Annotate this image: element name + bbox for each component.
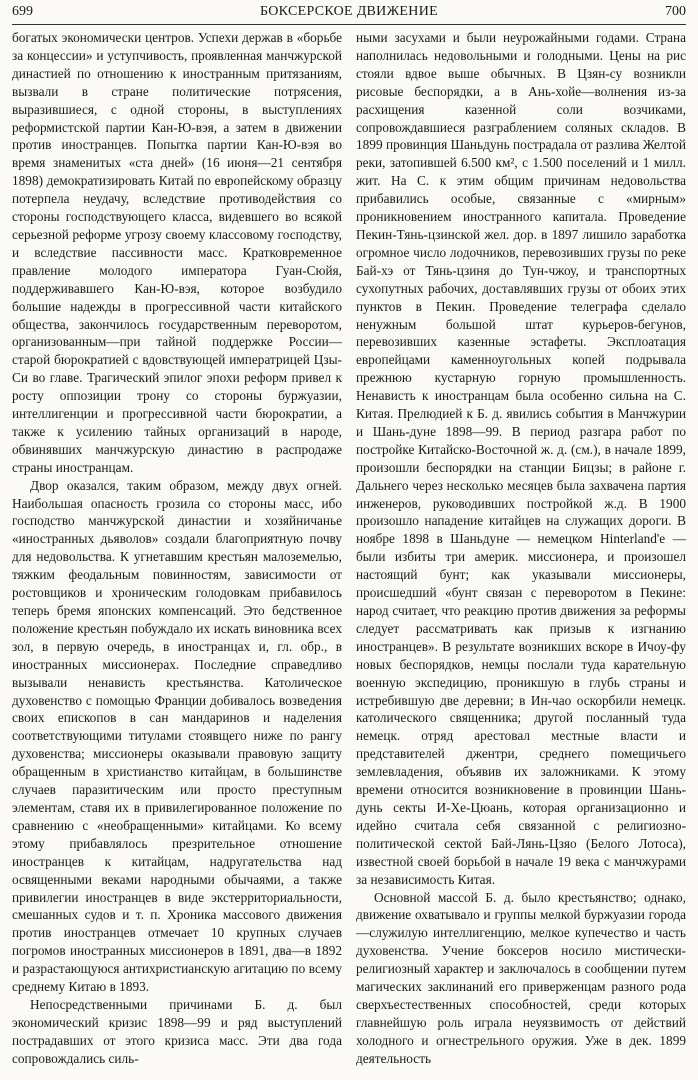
- right-column: [356, 29, 686, 1068]
- page-header: [12, 4, 686, 25]
- paragraph: Непосредственными причинами Б. д. был экономический кризис 1898—99 и ряд выступлений пострадавших от этого кризиса масс. Эти два года сопровождались силь-: [12, 996, 342, 1066]
- left-page-number: 699: [12, 4, 33, 19]
- paragraph: ными засухами и были неурожайными годами. Страна наполнилась недовольными и голодными. Цены на рис стояли вдвое выше обычных. В Цзян-су возникли рисовые беспорядки, а в Ань-хойе—волнения из-за расхищения казенной соли возчиками, сопровождавшиеся разграблением соляных складов. В 1899 провинция Шаньдунь пострадала от разлива Желтой реки, затопившей 6.500 км², с 1.500 поселений и 1 милл. жит. На С. к этим общим причинам недовольства прибавились особые, связанные с «мирным» проникновением иностранного капитала. Проведение Пекин-Тянь-цзинской жел. дор. в 1897 лишило заработка огромное число лодочников, перевозивших грузы по реке Бай-хэ от Тянь-цзиня до Тун-чжоу, и транспортных сухопутных рабочих, доставлявших грузы от обоих этих пунктов в Пекин. Проведение телеграфа сделало ненужным большой штат курьеров-бегунов, перевозивших казенные эстафеты. Эксплоатация европейцами каменноугольных копей подрывала прежнюю кустарную горную промышленность. Ненависть к иностранцам была особенно сильна на С. Китая. Прелюдией к Б. д. явились события в Манчжурии и Шань-дуне 1898—99. В период разгара работ по постройке Китайско-Восточной ж. д. (см.), в начале 1899, произошли беспорядки на станции Бицзы; в районе г. Дальнего через несколько месяцев была захвачена партия инженеров, руководивших постройкой ж.д. В 1900 произошло нападение китайцев на служащих дороги. В ноябре 1898 в Шаньдуне — немецком Hinterland'е — были избиты три америк. миссионера, и произошел настоящий бунт; как указывали миссионеры, происшедший «бунт связан с переворотом в Пекине: народ считает, что реакцию против движения за реформы следует рассматривать как призыв к изгнанию иностранцев». В результате возникших вскоре в Ичоу-фу новых беспорядков, немцы послали туда карательную военную экспедицию, проникшую в глубь страны и истребившую две деревни; в Ин-чао оскорбили немецк. католического священника; другой посланный туда немецк. отряд арестовал местные власти и представителей джентри, среднего помещичьего землевладения, объявив их заложниками. К этому времени относится возникновение в провинции Шань-дунь секты И-Хе-Цюань, которая организационно и идейно считала себя связанной с религиозно-политической сектой Бай-Лянь-Цзяо (Белого Лотоса), известной своей борьбой в начале 19 века с манчжурами за независимость Китая.: [356, 30, 686, 887]
- running-title: БОКСЕРСКОЕ ДВИЖЕНИЕ: [260, 4, 438, 19]
- right-page-number: 700: [665, 4, 686, 19]
- left-column: [12, 29, 342, 1068]
- text-columns: [12, 29, 686, 1068]
- paragraph: Двор оказался, таким образом, между двух огней. Наибольшая опасность грозила со стороны масс, ибо господство манчжурской династии и хозяйничанье «иностранных дьяволов» создали благоприятную почву для недовольства. К угнетавшим крестьян малоземелью, тяжким феодальным повинностям, зависимости от ростовщиков и хроническим голодовкам прибавилось теперь бремя японских компенсаций. Это бедственное положение крестьян побуждало их искать виновника всех зол, в первую очередь, в иностранцах и, гл. обр., в иностранных миссионерах. Последние справедливо вызывали ненависть крестьянства. Католическое духовенство с помощью Франции добивалось возведения своих епископов в сан мандаринов и наделения соответствующими титулами стоявщего ниже по рангу духовенства; миссионеры оказывали правовую защиту обращенным в христианство китайцам, в большинстве случаев паразитическим или просто преступным элементам, ставя их в привилегированное положение по сравнению с «необращенными» китайцами. Ко всему этому прибавлялось презрительное отношение иностранцев к китайцам, надругательства над освященными веками народными обычаями, а также привилегии иностранцев в виде экстерриториальности, смешанных судов и т. п. Хроника массового движения против иностранцев отмечает 10 крупных случаев погромов иностранных миссионеров в 1891, два—в 1892 и разрастающуюся антихристианскую агитацию по всему среднему Китаю в 1893.: [12, 477, 342, 995]
- paragraph: Основной массой Б. д. было крестьянство; однако, движение охватывало и группы мелкой буржуазии города—служилую интеллигенцию, мелкое купечество и часть духовенства. Учение боксеров носило мистически-религиозный характер и заключалось в сообщении путем магических заклинаний его приверженцам разного рода сверхъестественных способностей, среди которых главнейшую роль играла неуязвимость от действий холодного и огнестрельного оружия. Уже в дек. 1899 деятельность: [356, 889, 686, 1066]
- paragraph: богатых экономически центров. Успехи держав в «борьбе за концессии» и уступчивость, проявленная манчжурской династией по отношению к иностранным притязаниям, вызвали в стране политические потрясения, выразившиеся, с одной стороны, в выступлениях реформистской партии Кан-Ю-вэя, а затем в движении против иностранцев. Попытка партии Кан-Ю-вэя во время знаменитых «ста дней» (16 июня—21 сентября 1898) демократизировать Китай по европейскому образцу потерпела неудачу, вследствие противодействия со стороны господствующего класса, видевшего во всякой серьезной реформе угрозу своему классовому господству, и вследствие пассивности масс. Кратковременное правление молодого императора Гуан-Сюйя, поддерживавшего Кан-Ю-вэя, которое возбудило большие надежды в прогрессивной части китайского общества, закончилось государственным переворотом, организованным—при тайной поддержке России—старой бюрократией с вдовствующей императрицей Цзы-Си во главе. Трагический эпилог эпохи реформ привел к росту оппозиции трону со стороны буржуазии, интеллигенции и прогрессивной части бюрократии, а также к усилению тайных организаций в народе, обвинявших манчжурскую династию в распродаже страны иностранцам.: [12, 30, 342, 475]
